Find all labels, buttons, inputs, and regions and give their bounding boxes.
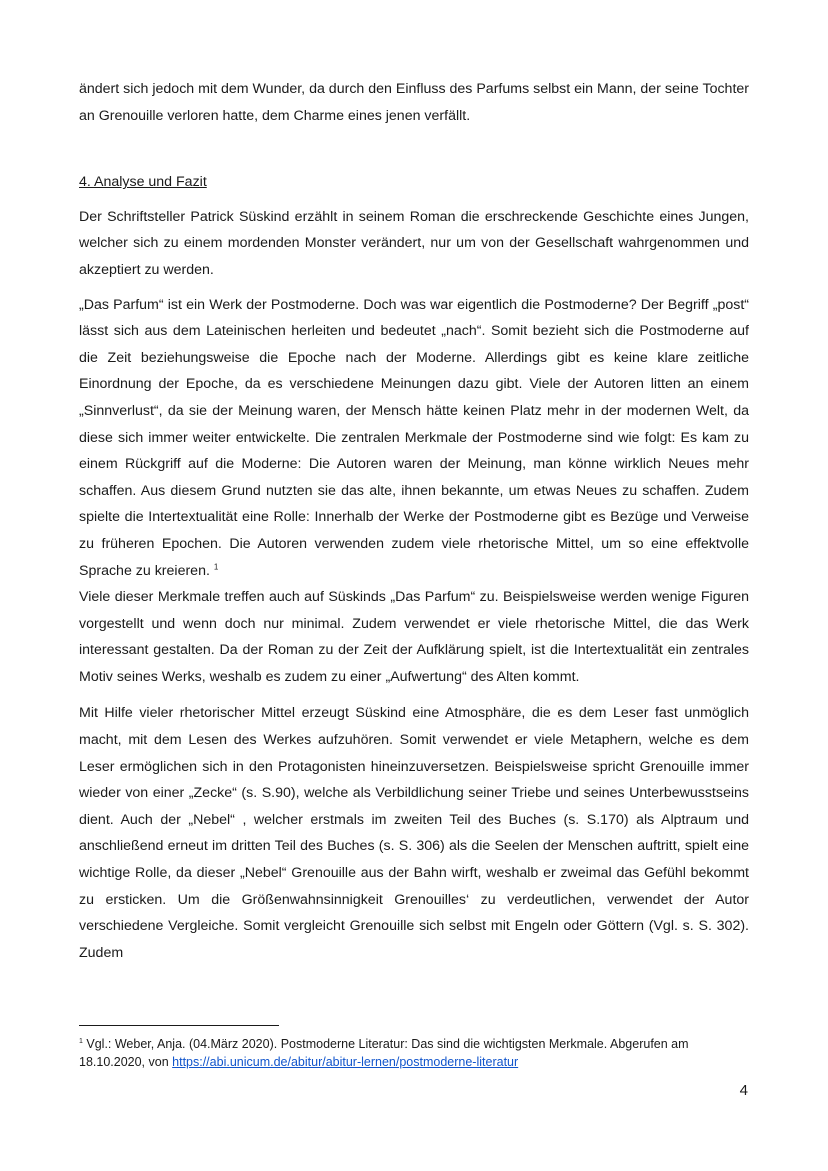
paragraph-continuation: ändert sich jedoch mit dem Wunder, da durch den Einfluss des Parfums selbst ein Mann, der seine Tochter an Grenouille verloren hatte, dem Charme eines jenen verfällt. [79,81,749,124]
section-heading: 4. Analyse und Fazit [79,174,207,191]
footnote-divider [79,1025,279,1026]
paragraph-postmoderne [79,292,749,691]
footnote-link[interactable]: https://abi.unicum.de/abitur/abitur-lernen/postmoderne-literatur [172,1055,519,1070]
footnote-text: Vgl.: Weber, Anja. (04.März 2020). Postmoderne Literatur: Das sind die wichtigsten Merkmale. Abgerufen am 18.10.2020, von [79,1037,689,1070]
paragraph-intro: Der Schriftsteller Patrick Süskind erzählt in seinem Roman die erschreckende Geschichte eines Jungen, welcher sich zu einem mordenden Monster verändert, nur um von der Gesellschaft wahrgenommen und akzeptiert zu werden. [79,208,749,278]
paragraph-rhetorik: Mit Hilfe vieler rhetorischer Mittel erzeugt Süskind eine Atmosphäre, die es dem Leser fast unmöglich macht, mit dem Lesen des Werkes aufzuhören. Somit verwendet er viele Metaphern, welche es dem Leser ermöglichen sich in den Protagonisten hineinzuversetzen. Beispielsweise spricht Grenouille immer wieder von einer „Zecke“ (s. S.90), welche als Verbildlichung seiner Triebe und seines Unterbewusstseins dient. Auch der „Nebel“ , welcher erstmals im zweiten Teil des Buches (s. S.170) als Alptraum und anschließend erneut im dritten Teil des Buches (s. S. 306) als die Seelen der Menschen auftritt, spielt eine wichtige Rolle, da dieser „Nebel“ Grenouille aus der Bahn wirft, weshalb er zweimal das Gefühl bekommt zu ersticken. Um die Größenwahnsinnigkeit Grenouilles‘ zu verdeutlichen, verwendet der Autor verschiedene Vergleiche. Somit vergleicht Grenouille sich selbst mit Engeln oder Göttern (Vgl. s. S. 302). Zudem [79,705,749,961]
footnote-marker: 1 [79,1038,83,1045]
paragraph-postmoderne-text: „Das Parfum“ ist ein Werk der Postmoderne. Doch was war eigentlich die Postmoderne? Der Begriff „post“ lässt sich aus dem Lateinischen herleiten und bedeutet „nach“. Somit bezieht sich die Postmoderne auf die Zeit beziehungsweise die Epoche nach der Moderne. Allerdings gibt es keine klare zeitliche Einordnung der Epoche, da es verschiedene Meinungen dazu gibt. Viele der Autoren litten an einem „Sinnverlust“, da sie der Meinung waren, der Mensch hätte keinen Platz mehr in der modernen Welt, da diese sich immer weiter entwickelte. Die zentralen Merkmale der Postmoderne sind wie folgt: Es kam zu einem Rückgriff auf die Moderne: Die Autoren waren der Meinung, man könne wirklich Neues mehr schaffen. Aus diesem Grund nutzten sie das alte, ihnen bekannte, um etwas Neues zu schaffen. Zudem spielte die Intertextualität eine Rolle: Innerhalb der Werke der Postmoderne gibt es Bezüge und Verweise zu früheren Epochen. Die Autoren verwenden zudem viele rhetorische Mittel, um so eine effektvolle Sprache zu kreieren. [79,296,749,579]
page-number: 4 [739,1082,748,1099]
footnote-reference[interactable]: 1 [213,561,219,571]
body-text [79,76,749,966]
footnote [79,1033,749,1071]
paragraph-postmoderne-continued: Viele dieser Merkmale treffen auch auf Süskinds „Das Parfum“ zu. Beispielsweise werden wenige Figuren vorgestellt und wenn doch nur minimal. Zudem verwendet er viele rhetorische Mittel, die das Werk interessant gestalten. Da der Roman zu der Zeit der Aufklärung spielt, ist die Intertextualität ein zentrales Motiv seines Werks, weshalb es zudem zu einer „Aufwertung“ des Alten kommt. [79,589,749,685]
